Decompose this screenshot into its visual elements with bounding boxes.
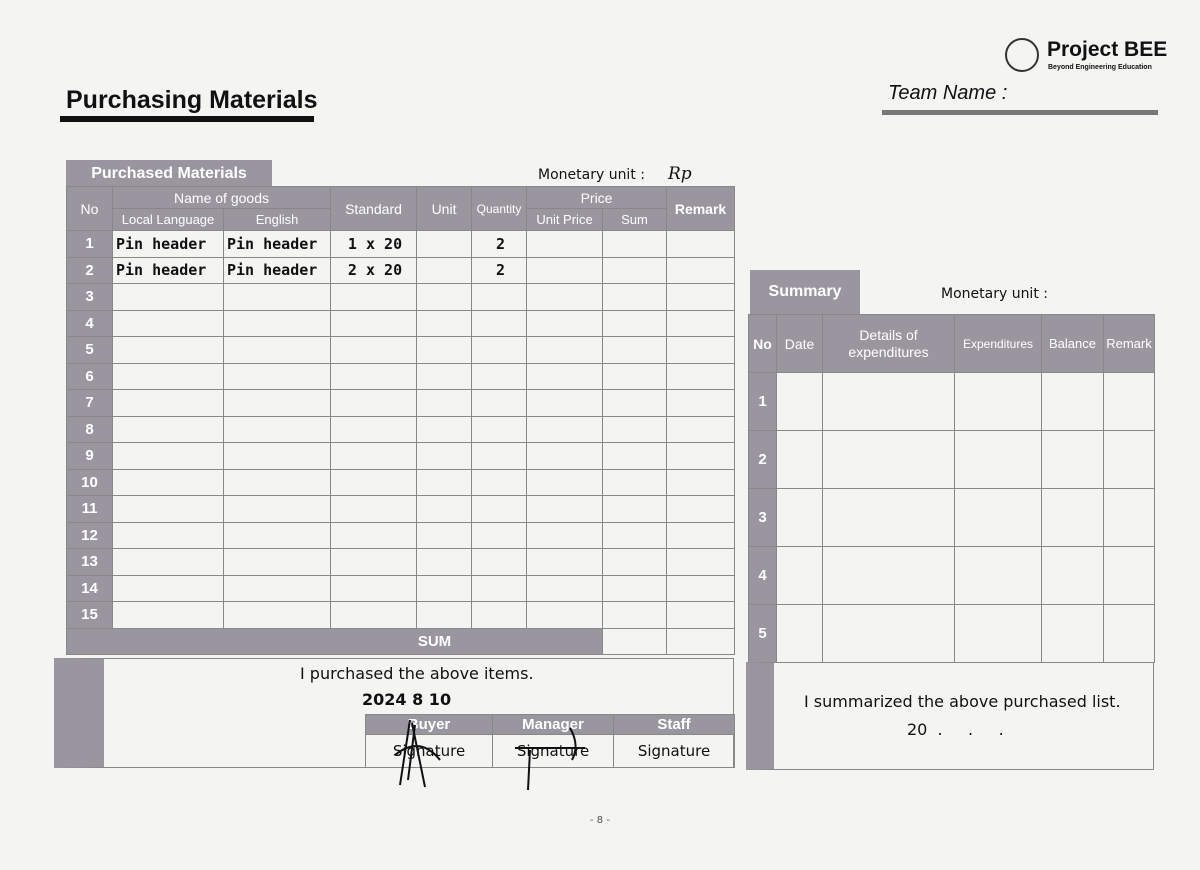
cell-unit-price[interactable] [527, 496, 603, 523]
summary-cell[interactable] [955, 431, 1042, 489]
summary-cell[interactable] [1104, 489, 1155, 547]
cell-unit[interactable] [417, 522, 472, 549]
cell-no: 5 [67, 337, 113, 364]
cell-no: 1 [67, 231, 113, 258]
buyer-label: Buyer [366, 715, 493, 735]
cell-english[interactable] [224, 363, 331, 390]
summary-monetary-unit-label: Monetary unit : [941, 286, 1048, 302]
cell-local[interactable] [113, 602, 224, 629]
cell-remark[interactable] [667, 602, 735, 629]
cell-standard[interactable] [331, 416, 417, 443]
header-unit: Unit [417, 187, 472, 231]
cell-sum[interactable] [603, 337, 667, 364]
header-quantity: Quantity [472, 187, 527, 231]
cell-unit[interactable] [417, 363, 472, 390]
summary-cell[interactable] [823, 605, 955, 663]
cell-local[interactable] [113, 443, 224, 470]
cell-unit-price[interactable] [527, 522, 603, 549]
summary-cell[interactable] [1104, 605, 1155, 663]
cell-no: 14 [67, 575, 113, 602]
cell-english[interactable] [224, 469, 331, 496]
cell-unit-price[interactable] [527, 549, 603, 576]
cell-quantity[interactable] [472, 310, 527, 337]
cell-standard[interactable] [331, 522, 417, 549]
cell-standard[interactable] [331, 602, 417, 629]
summary-cell[interactable] [1042, 373, 1104, 431]
summary-header-no: No [749, 315, 777, 373]
cell-unit-price[interactable] [527, 469, 603, 496]
summary-cell[interactable] [955, 547, 1042, 605]
purchased-materials-tab: Purchased Materials [66, 160, 272, 188]
cell-unit[interactable] [417, 257, 472, 284]
cell-no: 8 [67, 416, 113, 443]
cell-remark[interactable] [667, 469, 735, 496]
summary-cell[interactable] [1042, 489, 1104, 547]
summary-header-balance: Balance [1042, 315, 1104, 373]
cell-standard[interactable] [331, 390, 417, 417]
cell-sum[interactable] [603, 231, 667, 258]
cell-sum[interactable] [603, 363, 667, 390]
summary-row [749, 431, 1155, 489]
summary-cell[interactable] [823, 489, 955, 547]
cell-sum[interactable] [603, 522, 667, 549]
cell-sum[interactable] [603, 390, 667, 417]
monetary-unit-value: Rp [668, 164, 692, 184]
cell-unit-price[interactable] [527, 231, 603, 258]
cell-quantity[interactable] [472, 575, 527, 602]
cell-standard[interactable] [331, 575, 417, 602]
cell-unit[interactable] [417, 443, 472, 470]
cell-english[interactable] [224, 575, 331, 602]
header-name-of-goods: Name of goods [113, 187, 331, 209]
cell-quantity[interactable] [472, 390, 527, 417]
summary-header-expenditures: Expenditures [955, 315, 1042, 373]
header-price: Price [527, 187, 667, 209]
cell-unit[interactable] [417, 337, 472, 364]
summary-header-details: Details of expenditures [823, 315, 955, 373]
summary-cell[interactable] [823, 431, 955, 489]
summary-cell[interactable] [1104, 431, 1155, 489]
table-row [67, 363, 735, 390]
cell-quantity[interactable] [472, 602, 527, 629]
project-bee-logo-icon [1005, 38, 1039, 72]
cell-english[interactable] [224, 496, 331, 523]
summary-cell[interactable] [823, 547, 955, 605]
buyer-signature-field[interactable]: Signature [366, 735, 493, 768]
cell-unit-price[interactable] [527, 575, 603, 602]
cell-unit-price[interactable] [527, 310, 603, 337]
cell-unit[interactable] [417, 231, 472, 258]
cell-local[interactable]: Pin header [113, 257, 224, 284]
cell-english[interactable] [224, 310, 331, 337]
summary-cell[interactable] [777, 547, 823, 605]
manager-signature-field[interactable]: Signature [493, 735, 614, 768]
sum-label: SUM [67, 628, 603, 654]
cell-standard[interactable]: 1 x 20 [331, 231, 417, 258]
cell-no: 12 [67, 522, 113, 549]
cell-remark[interactable] [667, 549, 735, 576]
staff-label: Staff [614, 715, 735, 735]
purchase-statement: I purchased the above items. [300, 664, 534, 683]
cell-english[interactable] [224, 602, 331, 629]
cell-unit-price[interactable] [527, 443, 603, 470]
table-row [67, 284, 735, 311]
cell-quantity[interactable] [472, 496, 527, 523]
summary-statement-box [746, 662, 1154, 770]
purchased-materials-table [66, 186, 735, 655]
table-row [67, 496, 735, 523]
cell-no: 3 [67, 284, 113, 311]
summary-cell[interactable] [777, 373, 823, 431]
cell-unit-price[interactable] [527, 257, 603, 284]
summary-header-remark: Remark [1104, 315, 1155, 373]
cell-unit[interactable] [417, 602, 472, 629]
cell-standard[interactable] [331, 443, 417, 470]
cell-unit[interactable] [417, 549, 472, 576]
summary-cell[interactable] [777, 489, 823, 547]
cell-remark[interactable] [667, 416, 735, 443]
header-remark: Remark [667, 187, 735, 231]
cell-local[interactable] [113, 469, 224, 496]
summary-header-date: Date [777, 315, 823, 373]
cell-local[interactable]: Pin header [113, 231, 224, 258]
summary-row [749, 605, 1155, 663]
title-underline [60, 116, 314, 122]
cell-local[interactable] [113, 496, 224, 523]
summary-cell[interactable] [1042, 605, 1104, 663]
summary-cell[interactable] [777, 431, 823, 489]
table-row [67, 231, 735, 258]
staff-signature-field[interactable]: Signature [614, 735, 735, 768]
cell-no: 4 [67, 310, 113, 337]
summary-row [749, 489, 1155, 547]
table-row [67, 390, 735, 417]
cell-quantity[interactable] [472, 443, 527, 470]
table-row [67, 575, 735, 602]
manager-handwritten-signature [510, 720, 590, 792]
cell-sum[interactable] [603, 496, 667, 523]
cell-remark[interactable] [667, 231, 735, 258]
cell-local[interactable] [113, 390, 224, 417]
cell-no: 6 [67, 363, 113, 390]
table-row [67, 310, 735, 337]
logo-subtitle: Beyond Engineering Education [1048, 64, 1152, 71]
cell-unit[interactable] [417, 310, 472, 337]
cell-unit[interactable] [417, 416, 472, 443]
cell-english[interactable] [224, 390, 331, 417]
header-no: No [67, 187, 113, 231]
header-standard: Standard [331, 187, 417, 231]
cell-sum[interactable] [603, 602, 667, 629]
header-unit-price: Unit Price [527, 209, 603, 231]
summary-cell[interactable] [955, 605, 1042, 663]
cell-remark[interactable] [667, 443, 735, 470]
cell-sum[interactable] [603, 257, 667, 284]
page-number: - 8 - [590, 815, 610, 826]
manager-label: Manager [493, 715, 614, 735]
summary-cell[interactable] [1104, 373, 1155, 431]
summary-row-no: 1 [749, 373, 777, 431]
cell-local[interactable] [113, 416, 224, 443]
cell-english[interactable] [224, 284, 331, 311]
cell-standard[interactable]: 2 x 20 [331, 257, 417, 284]
logo-title: Project BEE [1047, 38, 1168, 61]
summary-cell[interactable] [1104, 547, 1155, 605]
cell-standard[interactable] [331, 549, 417, 576]
summary-row [749, 373, 1155, 431]
cell-quantity[interactable]: 2 [472, 231, 527, 258]
table-row [67, 469, 735, 496]
summary-cell[interactable] [955, 489, 1042, 547]
cell-quantity[interactable] [472, 284, 527, 311]
table-row [67, 549, 735, 576]
cell-quantity[interactable] [472, 522, 527, 549]
cell-english[interactable] [224, 522, 331, 549]
cell-sum[interactable] [603, 469, 667, 496]
header-sum: Sum [603, 209, 667, 231]
cell-remark[interactable] [667, 310, 735, 337]
cell-unit-price[interactable] [527, 416, 603, 443]
cell-unit-price[interactable] [527, 390, 603, 417]
summary-row-no: 3 [749, 489, 777, 547]
buyer-handwritten-signature [390, 715, 450, 790]
summary-cell[interactable] [1042, 547, 1104, 605]
monetary-unit-label: Monetary unit : [538, 167, 645, 183]
cell-local[interactable] [113, 575, 224, 602]
cell-standard[interactable] [331, 284, 417, 311]
cell-quantity[interactable] [472, 363, 527, 390]
summary-statement: I summarized the above purchased list. [804, 692, 1121, 711]
cell-no: 2 [67, 257, 113, 284]
cell-quantity[interactable] [472, 337, 527, 364]
cell-remark[interactable] [667, 575, 735, 602]
cell-local[interactable] [113, 284, 224, 311]
summary-cell[interactable] [1042, 431, 1104, 489]
cell-sum[interactable] [603, 549, 667, 576]
summary-row-no: 5 [749, 605, 777, 663]
cell-english[interactable]: Pin header [224, 257, 331, 284]
summary-tab: Summary [750, 270, 860, 314]
cell-local[interactable] [113, 337, 224, 364]
cell-sum[interactable] [603, 443, 667, 470]
cell-unit[interactable] [417, 575, 472, 602]
cell-standard[interactable] [331, 496, 417, 523]
cell-remark[interactable] [667, 257, 735, 284]
header-english: English [224, 209, 331, 231]
cell-remark[interactable] [667, 390, 735, 417]
page-title: Purchasing Materials [66, 86, 318, 114]
sum-remark-cell[interactable] [667, 628, 735, 654]
cell-no: 15 [67, 602, 113, 629]
cell-no: 7 [67, 390, 113, 417]
cell-no: 13 [67, 549, 113, 576]
cell-quantity[interactable] [472, 416, 527, 443]
cell-no: 10 [67, 469, 113, 496]
cell-sum[interactable] [603, 284, 667, 311]
cell-sum[interactable] [603, 310, 667, 337]
table-row [67, 416, 735, 443]
cell-local[interactable] [113, 310, 224, 337]
cell-remark[interactable] [667, 337, 735, 364]
table-row [67, 257, 735, 284]
table-row [67, 443, 735, 470]
cell-remark[interactable] [667, 363, 735, 390]
purchase-date: 2024 8 10 [362, 690, 452, 709]
cell-unit[interactable] [417, 496, 472, 523]
cell-english[interactable] [224, 337, 331, 364]
summary-cell[interactable] [955, 373, 1042, 431]
cell-remark[interactable] [667, 522, 735, 549]
cell-standard[interactable] [331, 469, 417, 496]
summary-cell[interactable] [823, 373, 955, 431]
cell-english[interactable] [224, 443, 331, 470]
cell-unit-price[interactable] [527, 337, 603, 364]
team-name-line[interactable] [882, 110, 1158, 115]
team-name-label: Team Name : [888, 82, 1008, 104]
cell-english[interactable] [224, 416, 331, 443]
cell-quantity[interactable] [472, 469, 527, 496]
cell-remark[interactable] [667, 284, 735, 311]
cell-unit[interactable] [417, 284, 472, 311]
cell-standard[interactable] [331, 337, 417, 364]
cell-local[interactable] [113, 549, 224, 576]
summary-row [749, 547, 1155, 605]
summary-table [748, 314, 1155, 663]
header-local-language: Local Language [113, 209, 224, 231]
summary-row-no: 4 [749, 547, 777, 605]
table-row [67, 337, 735, 364]
cell-quantity[interactable]: 2 [472, 257, 527, 284]
cell-quantity[interactable] [472, 549, 527, 576]
cell-sum[interactable] [603, 575, 667, 602]
cell-remark[interactable] [667, 496, 735, 523]
table-row [67, 522, 735, 549]
cell-sum[interactable] [603, 416, 667, 443]
cell-unit-price[interactable] [527, 602, 603, 629]
cell-local[interactable] [113, 363, 224, 390]
summary-cell[interactable] [777, 605, 823, 663]
summary-date: 20 . . . [907, 720, 1004, 739]
cell-no: 11 [67, 496, 113, 523]
cell-english[interactable]: Pin header [224, 231, 331, 258]
summary-row-no: 2 [749, 431, 777, 489]
cell-unit-price[interactable] [527, 284, 603, 311]
cell-local[interactable] [113, 522, 224, 549]
cell-unit[interactable] [417, 390, 472, 417]
table-row [67, 602, 735, 629]
cell-unit[interactable] [417, 469, 472, 496]
cell-unit-price[interactable] [527, 363, 603, 390]
cell-standard[interactable] [331, 363, 417, 390]
cell-standard[interactable] [331, 310, 417, 337]
cell-english[interactable] [224, 549, 331, 576]
cell-no: 9 [67, 443, 113, 470]
sum-cell[interactable] [603, 628, 667, 654]
